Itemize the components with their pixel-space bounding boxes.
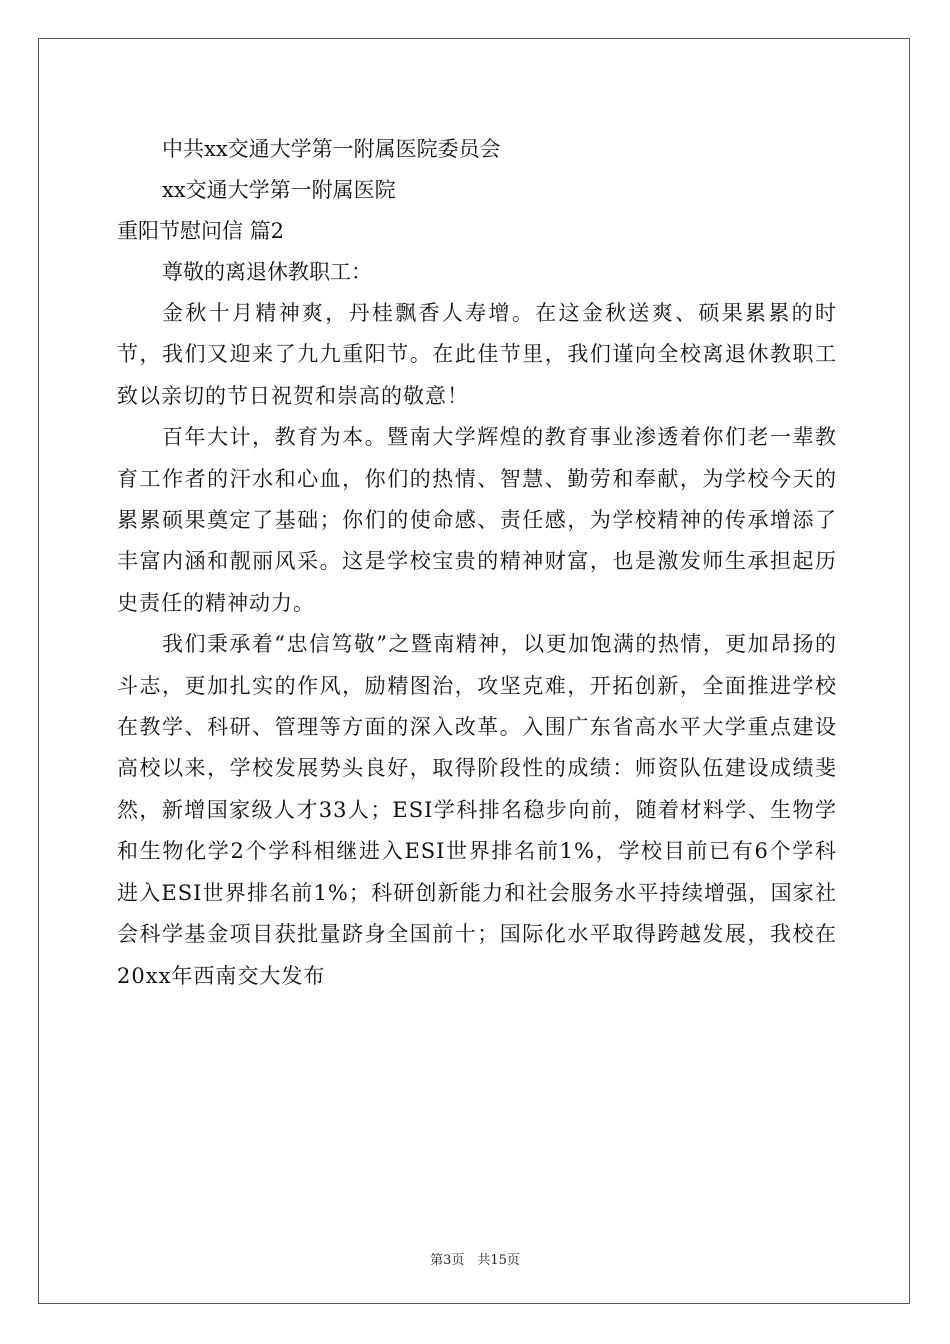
salutation: 尊敬的离退休教职工：	[162, 260, 372, 284]
section-title: 重阳节慰问信 篇2	[117, 219, 285, 243]
paragraph-education: 百年大计，教育为本。暨南大学辉煌的教育事业渗透着你们老一辈教育工作者的汗水和心血，你们的热情、智慧、勤劳和奉献，为学校今天的累累硕果奠定了基础；你们的使命感、责任感，为学校精神的传承增添了丰富内涵和靓丽风采。这是学校宝贵的精神财富，也是激发师生承担起历史责任的精神动力。	[117, 425, 837, 615]
header-line-hospital: xx交通大学第一附属医院	[162, 178, 396, 202]
page-footer: 第3页 共15页	[430, 1253, 520, 1268]
header-line-party-committee: 中共xx交通大学第一附属医院委员会	[162, 137, 501, 161]
document-body	[117, 129, 837, 997]
paragraph-achievements: 我们秉承着“忠信笃敬”之暨南精神，以更加饱满的热情，更加昂扬的斗志，更加扎实的作风，励精图治，攻坚克难，开拓创新，全面推进学校在教学、科研、管理等方面的深入改革。入围广东省高水平大学重点建设高校以来，学校发展势头良好，取得阶段性的成绩：师资队伍建设成绩斐然，新增国家级人才33人；ESI学科排名稳步向前，随着材料学、生物学和生物化学2个学科相继进入ESI世界排名前1%，学校目前已有6个学科进入ESI世界排名前1%；科研创新能力和社会服务水平持续增强，国家社会科学基金项目获批量跻身全国前十；国际化水平取得跨越发展，我校在20xx年西南交大发布	[117, 632, 837, 988]
paragraph-greeting: 金秋十月精神爽，丹桂飘香人寿增。在这金秋送爽、硕果累累的时节，我们又迎来了九九重阳节。在此佳节里，我们谨向全校离退休教职工致以亲切的节日祝贺和崇高的敬意！	[117, 301, 837, 408]
